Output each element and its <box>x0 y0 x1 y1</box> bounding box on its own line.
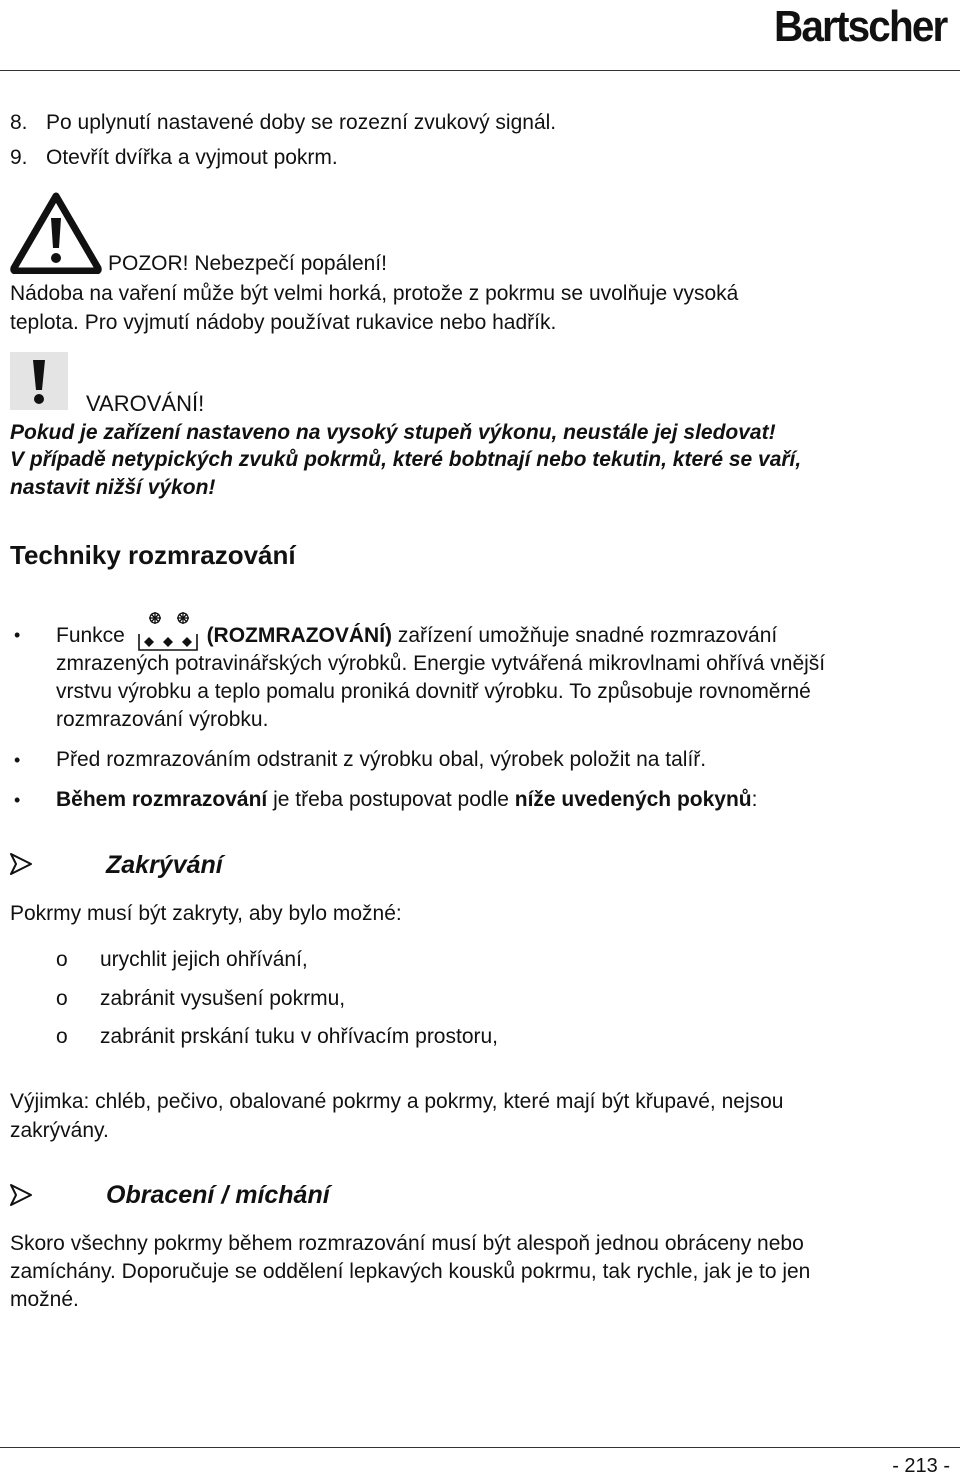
bullet-text: je třeba postupovat podle <box>267 788 515 811</box>
bullet-text: : <box>751 788 758 811</box>
bullet-text-line: vrstvu výrobku a teplo pomalu proniká dovnitř výrobku. To způsobuje rovnoměrné <box>56 680 811 703</box>
bullet-text-line: rozmrazování výrobku. <box>56 708 269 731</box>
bullet-text: Funkce <box>56 624 125 647</box>
caution-title: POZOR! Nebezpečí popálení! <box>108 252 387 275</box>
header-rule <box>0 70 960 71</box>
bullet-text: zařízení umožňuje snadné rozmrazování <box>392 624 778 647</box>
page-number: - 213 - <box>892 1455 950 1477</box>
section-heading: Techniky rozmrazování <box>10 540 296 570</box>
warning-title: VAROVÁNÍ! <box>86 391 205 416</box>
bullet-text-line <box>56 788 757 812</box>
step-number: 9. <box>10 146 28 169</box>
step-item <box>10 111 556 135</box>
covering-item: zabránit prskání tuku v ohřívacím prostoru, <box>100 1025 499 1048</box>
bullet-text-line: zmrazených potravinářských výrobků. Energie vytvářená mikrovlnami ohřívá vnější <box>56 652 826 675</box>
sub-bullet: o <box>56 1025 68 1048</box>
bartscher-logo: Bartscher <box>773 2 946 51</box>
exclamation-icon <box>10 352 68 410</box>
turning-text-line: Skoro všechny pokrmy během rozmrazování musí být alespoň jednou obráceny nebo <box>10 1232 804 1255</box>
warning-text-line: nastavit nižší výkon! <box>10 476 216 499</box>
caution-text-line: Nádoba na vaření může být velmi horká, protože z pokrmu se uvolňuje vysoká <box>10 282 739 305</box>
warning-triangle-icon <box>10 192 102 274</box>
bullet-bold-text: níže uvedených pokynů <box>514 788 752 811</box>
bullet-bold-text: Během rozmrazování <box>56 788 268 811</box>
footer-rule <box>0 1447 960 1448</box>
arrow-bullet-icon <box>8 851 34 883</box>
sub-bullet: o <box>56 987 68 1010</box>
step-text: Po uplynutí nastavené doby se rozezní zvukový signál. <box>46 111 557 134</box>
bullet: • <box>14 750 21 770</box>
covering-item: urychlit jejich ohřívání, <box>100 948 308 971</box>
covering-exception-line: zakrývány. <box>10 1119 109 1142</box>
covering-item: zabránit vysušení pokrmu, <box>100 987 346 1010</box>
step-item <box>10 146 338 170</box>
turning-text-line: zamíchány. Doporučuje se oddělení lepkavých kousků pokrmu, tak rychle, jak je to jen <box>10 1260 811 1283</box>
caution-text-line: teplota. Pro vyjmutí nádoby používat rukavice nebo hadřík. <box>10 311 557 334</box>
warning-text-line: Pokud je zařízení nastaveno na vysoký stupeň výkonu, neustále jej sledovat! <box>10 421 776 444</box>
arrow-bullet-icon <box>8 1182 34 1214</box>
bullet: • <box>14 625 21 645</box>
bullet-text-line: Před rozmrazováním odstranit z výrobku obal, výrobek položit na talíř. <box>56 748 707 771</box>
turning-text-line: možné. <box>10 1288 79 1311</box>
bullet-text-line <box>56 624 777 648</box>
bullet-bold-text: (ROZMRAZOVÁNÍ) <box>206 624 393 647</box>
turning-heading: Obracení / míchání <box>106 1181 330 1209</box>
covering-intro: Pokrmy musí být zakryty, aby bylo možné: <box>10 902 402 925</box>
covering-heading: Zakrývání <box>106 851 223 879</box>
covering-exception-line: Výjimka: chléb, pečivo, obalované pokrmy a pokrmy, které mají být křupavé, nejsou <box>10 1090 784 1113</box>
warning-text-line: V případě netypických zvuků pokrmů, které bobtnají nebo tekutin, které se vaří, <box>10 448 802 471</box>
step-number: 8. <box>10 111 28 134</box>
bullet: • <box>14 790 21 810</box>
step-text: Otevřít dvířka a vyjmout pokrm. <box>46 146 338 169</box>
sub-bullet: o <box>56 948 68 971</box>
